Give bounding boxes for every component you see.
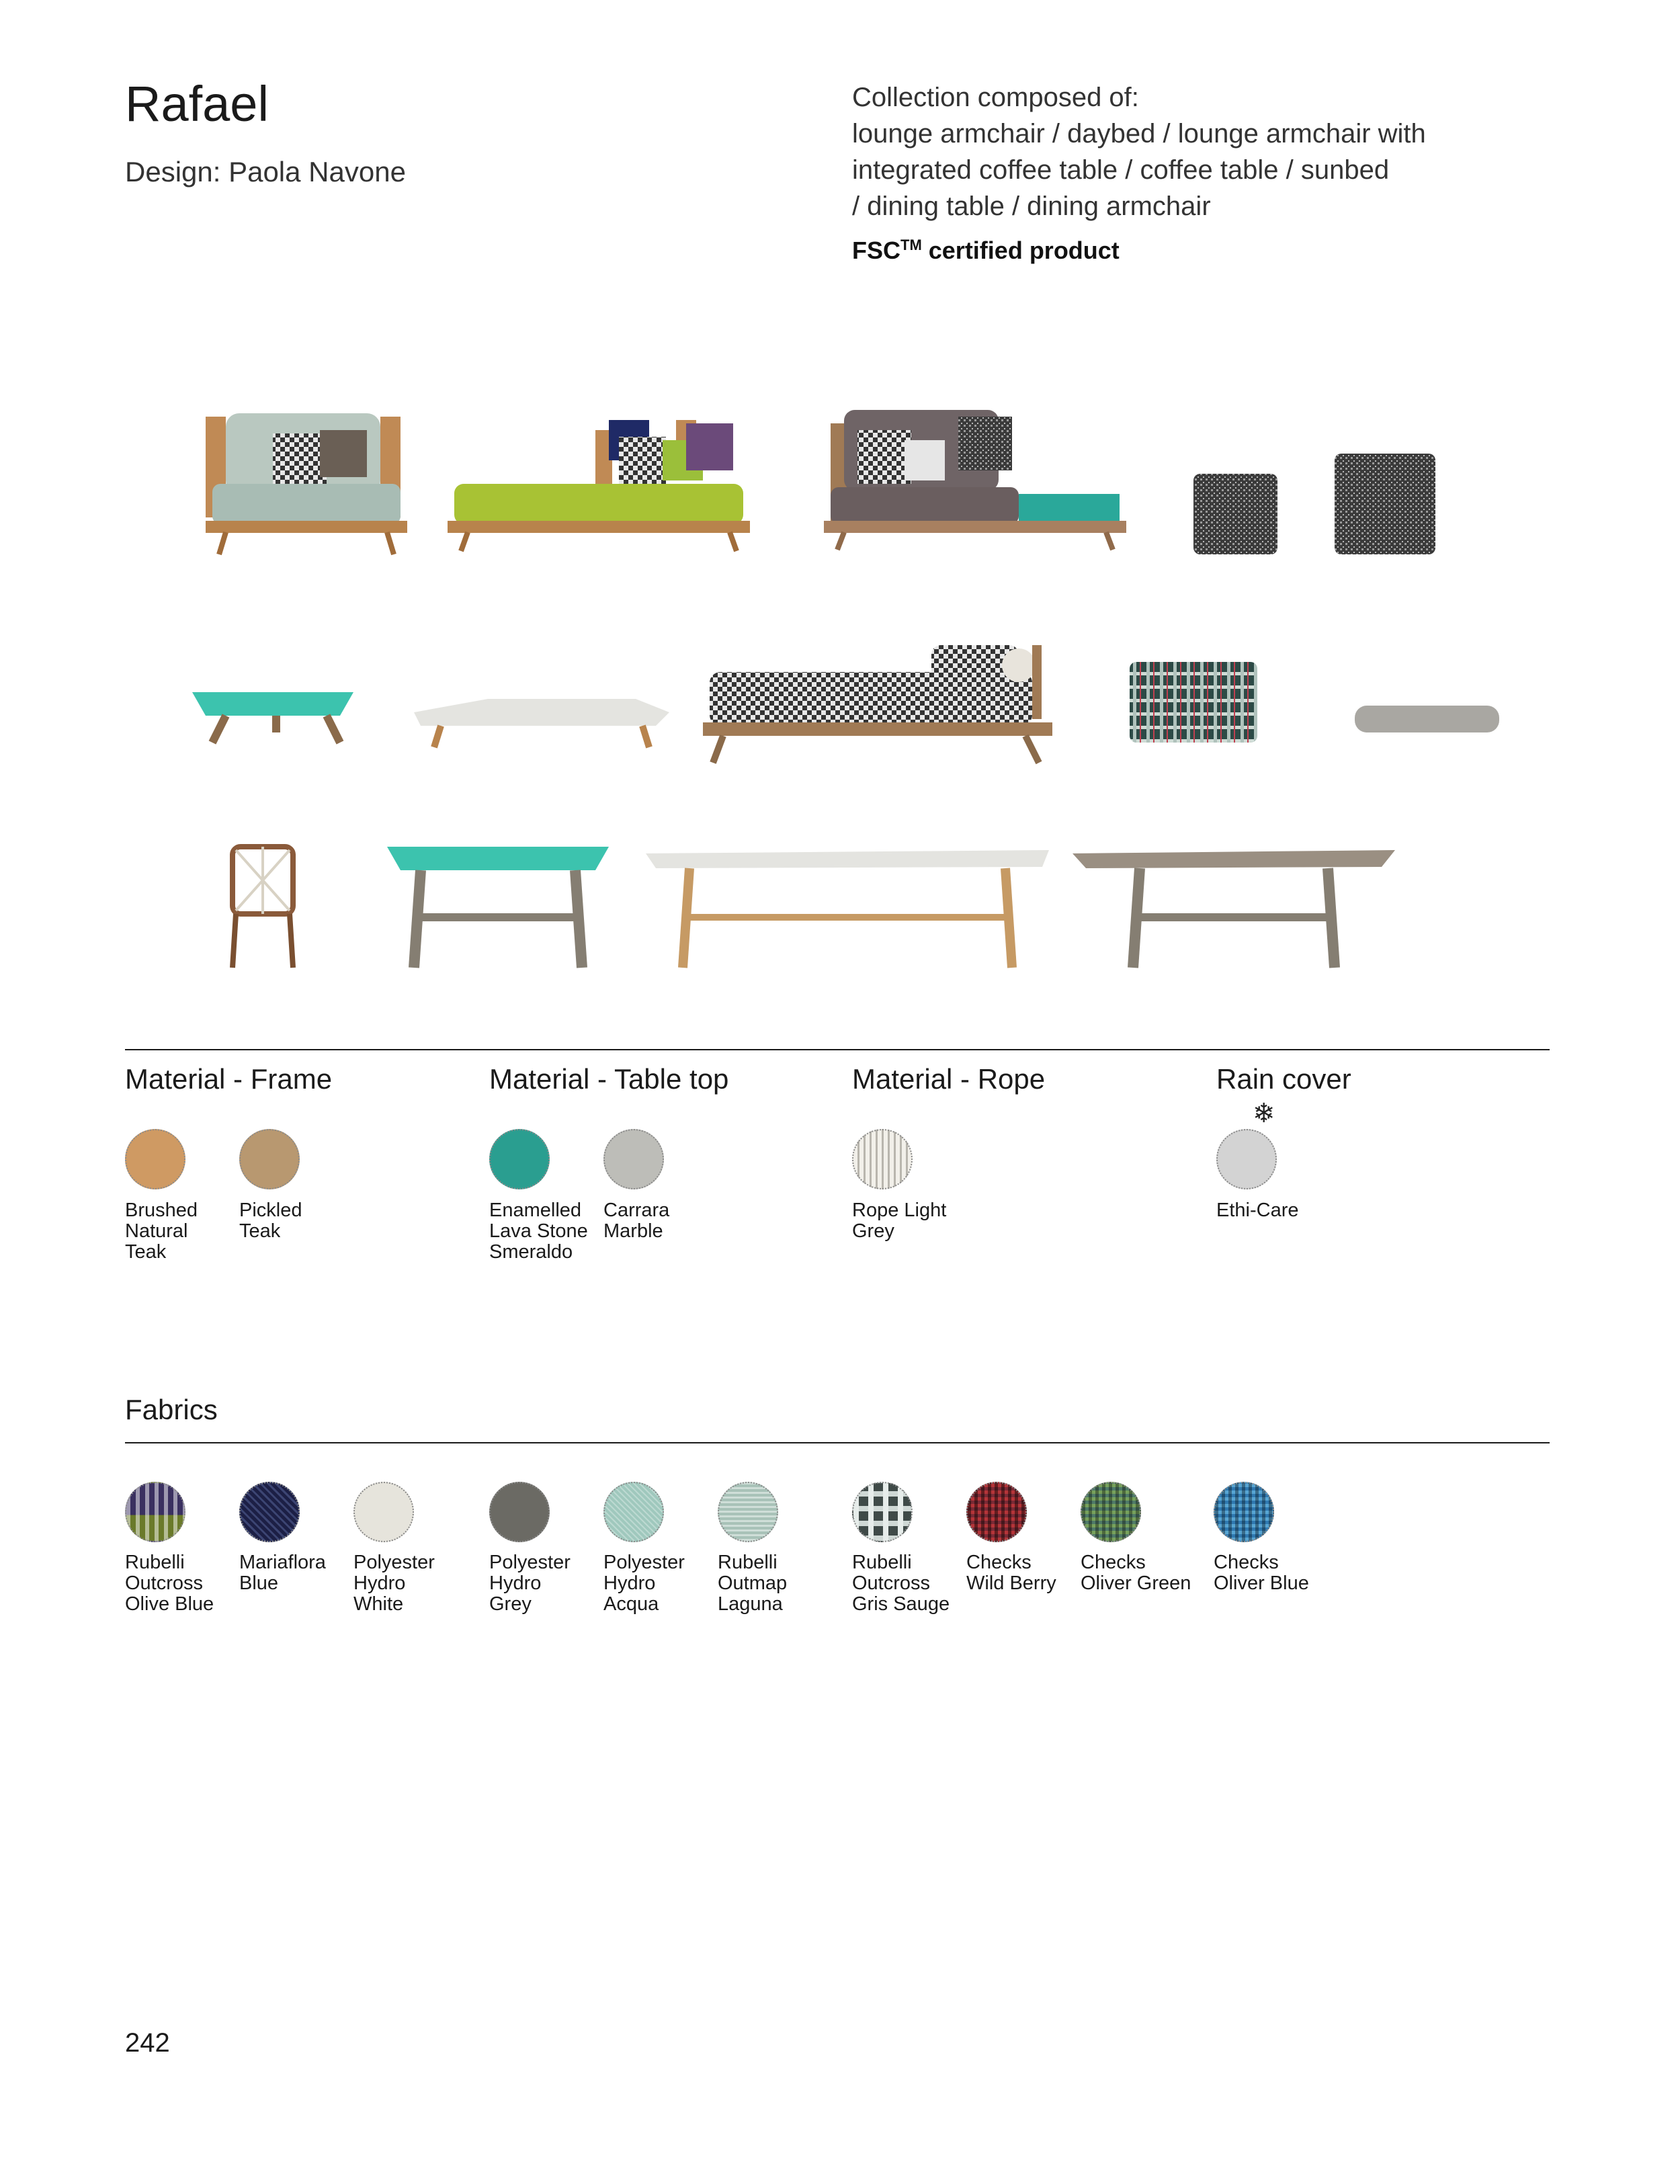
swatch-label-line: Outcross xyxy=(852,1572,931,1594)
coffee-table-marble-photo xyxy=(414,699,669,747)
swatch-label-line: Hydro xyxy=(603,1572,656,1594)
swatch-label-line: Enamelled xyxy=(489,1200,582,1221)
fabric-swatch-label xyxy=(353,1552,468,1615)
swatch-label-line: Oliver Green xyxy=(1081,1572,1191,1594)
fabric-swatch-label xyxy=(1081,1552,1195,1594)
fsc-suffix: certified product xyxy=(921,237,1120,264)
swatch-label-line: Carrara xyxy=(603,1200,670,1221)
fsc-trademark: TM xyxy=(900,237,922,253)
dining-armchair-photo xyxy=(233,847,293,968)
swatch-label-line: Oliver Blue xyxy=(1214,1572,1309,1594)
fabric-swatch[interactable] xyxy=(603,1482,664,1542)
swatch-rope-light-grey[interactable] xyxy=(852,1129,913,1189)
swatch-label-line: Hydro xyxy=(353,1572,406,1594)
swatch-label-line: Grey xyxy=(489,1593,532,1615)
material-rope-title: Material - Rope xyxy=(852,1063,1046,1095)
swatch-label-line: Ethi-Care xyxy=(1216,1200,1299,1221)
swatch-label-line: White xyxy=(353,1593,404,1615)
swatch-ethi-care[interactable] xyxy=(1216,1129,1277,1189)
snowflake-icon: ❄ xyxy=(1253,1099,1275,1128)
swatch-pickled-teak[interactable] xyxy=(239,1129,300,1189)
bolster-cushion-photo xyxy=(1355,706,1499,732)
fabric-swatch-label xyxy=(966,1552,1081,1594)
fabric-swatch[interactable] xyxy=(718,1482,778,1542)
swatch-label xyxy=(1216,1200,1331,1221)
swatch-label-line: Grey xyxy=(852,1220,894,1242)
fabrics-title: Fabrics xyxy=(125,1394,218,1425)
swatch-label-line: Lava Stone xyxy=(489,1220,588,1242)
fabric-swatch[interactable] xyxy=(353,1482,414,1542)
page-title: Rafael xyxy=(125,76,269,132)
swatch-label-line: Outcross xyxy=(125,1572,204,1594)
fsc-certification xyxy=(852,237,1120,265)
fsc-label: FSC xyxy=(852,237,900,264)
swatch-label xyxy=(489,1200,603,1263)
swatch-enamelled-lava-stone-smeraldo[interactable] xyxy=(489,1129,550,1189)
swatch-label xyxy=(239,1200,353,1242)
fabric-swatch[interactable] xyxy=(125,1482,185,1542)
fabric-swatch-label xyxy=(1214,1552,1328,1594)
collection-line: Collection composed of: xyxy=(852,83,1139,112)
material-frame-title: Material - Frame xyxy=(125,1063,333,1095)
cushion-large-photo xyxy=(1335,454,1435,554)
collection-line: lounge armchair / daybed / lounge armchair with xyxy=(852,119,1426,149)
swatch-label-line: Olive Blue xyxy=(125,1593,214,1615)
collection-line: / dining table / dining armchair xyxy=(852,192,1211,221)
lounge-armchair-coffee-table-photo xyxy=(824,410,1126,550)
swatch-label-line: Polyester xyxy=(603,1552,685,1573)
coffee-table-smeraldo-photo xyxy=(192,692,353,743)
swatch-label-line: Mariaflora xyxy=(239,1552,326,1573)
swatch-label-line: Natural xyxy=(125,1220,188,1242)
swatch-label-line: Wild Berry xyxy=(966,1572,1056,1594)
swatch-label-line: Polyester xyxy=(353,1552,435,1573)
swatch-label-line: Rope Light xyxy=(852,1200,947,1221)
fabric-swatch[interactable] xyxy=(239,1482,300,1542)
product-photos xyxy=(125,376,1550,995)
swatch-label xyxy=(852,1200,966,1242)
fabric-swatch-label xyxy=(603,1552,718,1615)
swatch-label-line: Acqua xyxy=(603,1593,659,1615)
fabric-swatch[interactable] xyxy=(852,1482,913,1542)
swatch-label xyxy=(125,1200,239,1263)
swatch-label-line: Hydro xyxy=(489,1572,542,1594)
daybed-photo xyxy=(448,420,750,551)
fabric-swatch-label xyxy=(718,1552,832,1615)
fabric-swatch[interactable] xyxy=(966,1482,1027,1542)
swatch-label-line: Outmap xyxy=(718,1572,788,1594)
fabric-swatch-label xyxy=(489,1552,603,1615)
swatch-label-line: Teak xyxy=(125,1241,167,1263)
swatch-label-line: Gris Sauge xyxy=(852,1593,950,1615)
fabric-swatch[interactable] xyxy=(489,1482,550,1542)
collection-description xyxy=(852,79,1524,224)
sunbed-photo xyxy=(703,645,1052,763)
fabric-swatch-label xyxy=(239,1552,353,1594)
dining-table-teak-photo xyxy=(1073,850,1395,968)
swatch-label-line: Polyester xyxy=(489,1552,571,1573)
swatch-label-line: Marble xyxy=(603,1220,663,1242)
rain-cover-title: Rain cover xyxy=(1216,1063,1351,1095)
cushion-checks-photo xyxy=(1130,662,1257,743)
swatch-label-line: Blue xyxy=(239,1572,279,1594)
fabric-swatch-label xyxy=(125,1552,239,1615)
cushion-small-photo xyxy=(1193,474,1277,554)
swatch-brushed-natural-teak[interactable] xyxy=(125,1129,185,1189)
page-number: 242 xyxy=(125,2028,170,2058)
swatch-label-line: Rubelli xyxy=(718,1552,778,1573)
swatch-label-line: Smeraldo xyxy=(489,1241,573,1263)
material-tabletop-title: Material - Table top xyxy=(489,1063,729,1095)
swatch-label-line: Rubelli xyxy=(852,1552,912,1573)
materials-divider xyxy=(125,1049,1550,1050)
fabric-swatch[interactable] xyxy=(1214,1482,1274,1542)
swatch-label-line: Checks xyxy=(966,1552,1032,1573)
lounge-armchair-photo xyxy=(206,413,407,554)
swatch-label-line: Brushed xyxy=(125,1200,198,1221)
collection-line: integrated coffee table / coffee table / sunbed xyxy=(852,155,1390,185)
swatch-label xyxy=(603,1200,718,1242)
designer-credit: Design: Paola Navone xyxy=(125,156,406,187)
dining-table-marble-photo xyxy=(646,850,1049,968)
swatch-label-line: Checks xyxy=(1214,1552,1279,1573)
swatch-label-line: Checks xyxy=(1081,1552,1146,1573)
swatch-label-line: Pickled xyxy=(239,1200,302,1221)
swatch-label-line: Laguna xyxy=(718,1593,783,1615)
fabric-swatch[interactable] xyxy=(1081,1482,1141,1542)
swatch-label-line: Teak xyxy=(239,1220,281,1242)
fabric-swatch-label xyxy=(852,1552,966,1615)
swatch-carrara-marble[interactable] xyxy=(603,1129,664,1189)
dining-table-smeraldo-photo xyxy=(387,847,609,968)
swatch-label-line: Rubelli xyxy=(125,1552,185,1573)
fabrics-divider xyxy=(125,1442,1550,1443)
